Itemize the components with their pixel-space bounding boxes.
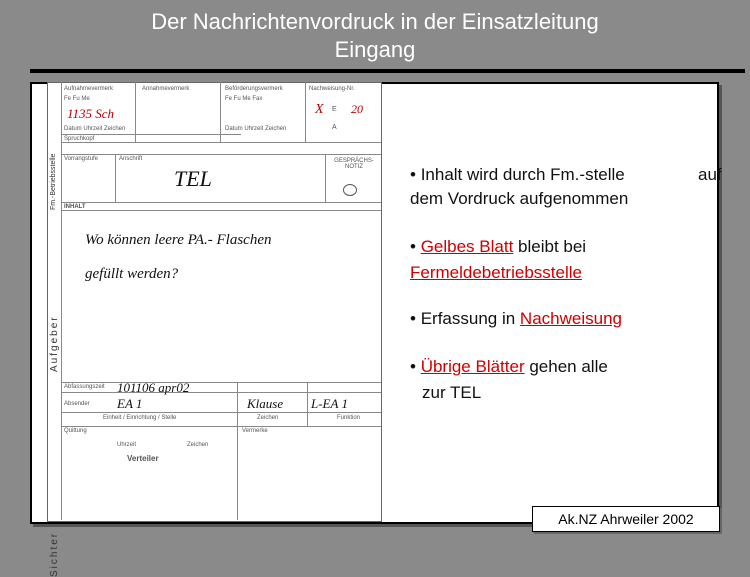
- label-annahme: Annahmevermerk: [142, 86, 190, 92]
- hw-message-line2: gefüllt werden?: [85, 266, 179, 282]
- bullet-4: • Übrige Blätter gehen alle: [410, 357, 608, 376]
- bullet-3-link[interactable]: Nachweisung: [519, 309, 622, 328]
- label-abfassungszeit: Abfassungszeit: [64, 384, 105, 390]
- label-spruchkopf: Spruchkopf: [64, 136, 95, 142]
- label-einheit: Einheit / Einrichtung / Stelle: [103, 415, 177, 421]
- hw-20: 20: [351, 102, 363, 116]
- label-opts2: Fe Fu Me Fax: [225, 96, 263, 102]
- bullet-2-text: bleibt bei: [513, 237, 587, 256]
- hw-x: X: [315, 102, 324, 117]
- title-line-1: Der Nachrichtenvordruck in der Einsatzleitung: [151, 9, 599, 34]
- label-uhrzeit: Uhrzeit: [117, 442, 137, 448]
- label-zeichen: Zeichen: [257, 415, 279, 421]
- hw-lea: L-EA 1: [311, 396, 348, 411]
- label-aufnahme: Aufnahmevermerk: [64, 86, 114, 92]
- side-label-fm: Fm.-Betriebsstelle: [50, 153, 57, 210]
- bullet-1-line2: dem Vordruck aufgenommen: [410, 189, 629, 208]
- hw-time-sch: 1135 Sch: [67, 106, 115, 121]
- label-quittung: Quittung: [64, 428, 87, 434]
- hw-tel: TEL: [174, 166, 212, 191]
- bullet-2-line2[interactable]: Fermeldebetriebsstelle: [410, 263, 582, 282]
- bullet-1-text: Inhalt wird durch Fm.-stelle: [420, 165, 625, 184]
- message-form: [47, 82, 382, 577]
- label-vermerke: Vermerke: [242, 428, 268, 434]
- footer-credit: Ak.NZ Ahrweiler 2002: [532, 506, 720, 532]
- label-inhalt: INHALT: [64, 204, 86, 210]
- slide-title: [0, 8, 750, 64]
- bullet-3: • Erfassung in Nachweisung: [410, 309, 622, 328]
- side-label-aufgeber: Aufgeber: [49, 315, 60, 372]
- hw-time2: 101106 apr02: [117, 380, 190, 395]
- bullet-1: • Inhalt wird durch Fm.-stelle: [410, 165, 625, 184]
- label-absender: Absender: [64, 401, 90, 407]
- title-line-2: Eingang: [334, 37, 416, 62]
- label-anschrift: Anschrift: [119, 156, 143, 162]
- bullet-2-link[interactable]: Gelbes Blatt: [420, 237, 514, 256]
- label-gespraechsnotiz: GESPRÄCHS-NOTIZ: [334, 158, 374, 170]
- bullet-2: • Gelbes Blatt bleibt bei: [410, 237, 587, 256]
- bullet-4-line2: zur TEL: [422, 383, 482, 402]
- label-opts: Fe Fu Me: [64, 96, 90, 102]
- label-e: E: [332, 106, 337, 113]
- label-funktion: Funktion: [337, 415, 361, 421]
- label-vorrang: Vorrangstufe: [64, 156, 99, 162]
- bullet-3-text: Erfassung in: [420, 309, 520, 328]
- hw-ea: EA 1: [117, 396, 143, 411]
- title-rule: [30, 69, 745, 73]
- bullet-4-link[interactable]: Übrige Blätter: [420, 357, 525, 376]
- hw-message-line1: Wo können leere PA.- Flaschen: [85, 232, 272, 248]
- bullet-4-text: gehen alle: [524, 357, 608, 376]
- label-a: A: [332, 124, 337, 131]
- hw-klause: Klause: [247, 396, 284, 411]
- label-datum: Datum Uhrzeit Zeichen: [64, 126, 126, 132]
- notiz-circle: [343, 184, 357, 196]
- label-verteiler: Verteiler: [127, 454, 159, 463]
- side-label-sichter: Sichter: [49, 531, 60, 577]
- label-datum2: Datum Uhrzeit Zeichen: [225, 126, 287, 132]
- label-zeichen2: Zeichen: [187, 442, 209, 448]
- bullet-1-tail: auf: [698, 165, 722, 184]
- label-nachweisung: Nachweisung-Nr.: [309, 86, 355, 92]
- label-befoerderung: Beförderungsvermerk: [225, 86, 283, 92]
